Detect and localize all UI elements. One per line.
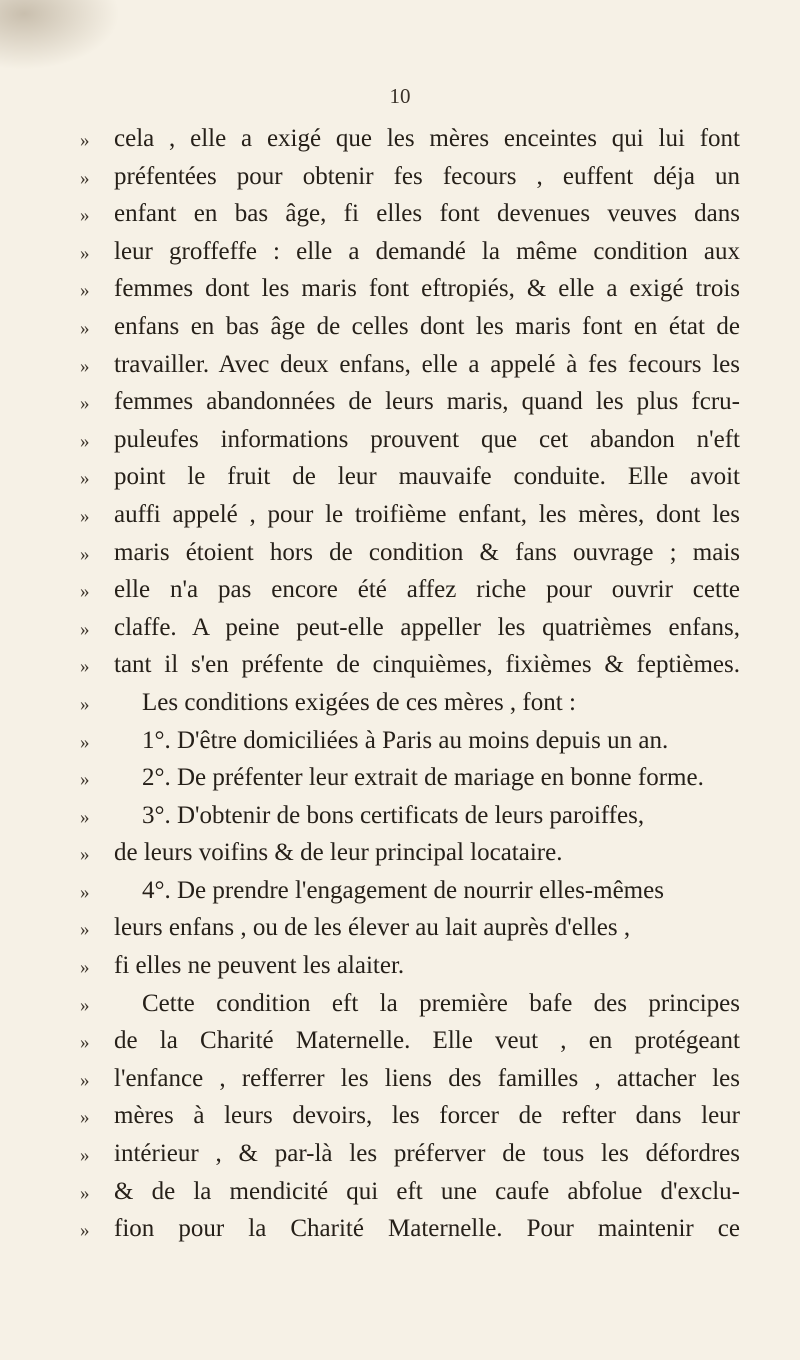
line-text: elle n'a pas encore été affez riche pour ouvrir cette xyxy=(114,576,740,604)
line-text: femmes dont les maris font eftropiés, & elle a exigé trois xyxy=(114,275,740,303)
text-line xyxy=(80,233,740,271)
quote-mark: » xyxy=(80,1107,90,1129)
quote-mark: » xyxy=(80,242,90,264)
text-line xyxy=(80,684,740,722)
quote-mark: » xyxy=(80,693,90,715)
quote-mark: » xyxy=(80,618,90,640)
line-text: tant il s'en préfente de cinquièmes, fixièmes & feptièmes. xyxy=(114,651,740,679)
line-text: 3°. D'obtenir de bons certificats de leurs paroiffes, xyxy=(142,801,645,829)
quote-mark: » xyxy=(80,844,90,866)
quote-mark: » xyxy=(80,1220,90,1242)
quote-mark: » xyxy=(80,393,90,415)
quote-mark: » xyxy=(80,280,90,302)
text-line xyxy=(80,346,740,384)
text-line xyxy=(80,195,740,233)
text-line xyxy=(80,909,740,947)
line-text: travailler. Avec deux enfans, elle a appelé à fes fecours les xyxy=(114,350,740,378)
quote-mark: » xyxy=(80,1069,90,1091)
line-text: fion pour la Charité Maternelle. Pour maintenir ce xyxy=(114,1215,740,1243)
line-text: point le fruit de leur mauvaife conduite. Elle avoit xyxy=(114,463,740,491)
text-line xyxy=(80,1097,740,1135)
line-text: enfans en bas âge de celles dont les maris font en état de xyxy=(114,312,740,340)
line-text: mères à leurs devoirs, les forcer de refter dans leur xyxy=(114,1102,740,1130)
text-line xyxy=(80,421,740,459)
line-text: puleufes informations prouvent que cet abandon n'eft xyxy=(114,425,740,453)
quote-mark: » xyxy=(80,430,90,452)
text-line xyxy=(80,534,740,572)
line-text: auffi appelé , pour le troifième enfant, les mères, dont les xyxy=(114,500,740,528)
quote-mark: » xyxy=(80,167,90,189)
quote-mark: » xyxy=(80,468,90,490)
page-corner-smudge xyxy=(0,0,120,70)
line-text: préfentées pour obtenir fes fecours , euffent déja un xyxy=(114,162,740,190)
quote-mark: » xyxy=(80,205,90,227)
line-text: enfant en bas âge, fi elles font devenues veuves dans xyxy=(114,200,740,228)
text-line xyxy=(80,571,740,609)
line-text: leurs enfans , ou de les élever au lait auprès d'elles , xyxy=(114,914,631,942)
quote-mark: » xyxy=(80,731,90,753)
body-text xyxy=(80,120,740,1248)
quote-mark: » xyxy=(80,919,90,941)
line-text: 1°. D'être domiciliées à Paris au moins depuis un an. xyxy=(142,726,669,754)
line-text: de leurs voifins & de leur principal locataire. xyxy=(114,839,563,867)
line-text: Cette condition eft la première bafe des principes xyxy=(142,989,740,1017)
line-text: intérieur , & par-là les préferver de tous les défordres xyxy=(114,1140,740,1168)
text-line xyxy=(80,158,740,196)
line-text: de la Charité Maternelle. Elle veut , en protégeant xyxy=(114,1027,740,1055)
quote-mark: » xyxy=(80,1145,90,1167)
quote-mark: » xyxy=(80,1182,90,1204)
text-line xyxy=(80,1210,740,1248)
quote-mark: » xyxy=(80,505,90,527)
text-line xyxy=(80,722,740,760)
quote-mark: » xyxy=(80,130,90,151)
quote-mark: » xyxy=(80,881,90,903)
text-line xyxy=(80,383,740,421)
quote-mark: » xyxy=(80,355,90,377)
text-line xyxy=(80,308,740,346)
page-number: 10 xyxy=(389,84,411,108)
text-line xyxy=(80,496,740,534)
text-line xyxy=(80,985,740,1023)
text-line xyxy=(80,947,740,985)
line-text: claffe. A peine peut-elle appeller les quatrièmes enfans, xyxy=(114,613,740,641)
quote-mark: » xyxy=(80,994,90,1016)
text-line xyxy=(80,1060,740,1098)
quote-mark: » xyxy=(80,543,90,565)
text-line xyxy=(80,759,740,797)
text-line xyxy=(80,1173,740,1211)
text-line xyxy=(80,1135,740,1173)
line-text: leur groffeffe : elle a demandé la même condition aux xyxy=(114,237,740,265)
text-line xyxy=(80,609,740,647)
quote-mark: » xyxy=(80,769,90,791)
text-line xyxy=(80,458,740,496)
text-line xyxy=(80,1022,740,1060)
text-line xyxy=(80,797,740,835)
line-text: & de la mendicité qui eft une caufe abfolue d'exclu- xyxy=(114,1177,740,1205)
text-line xyxy=(80,872,740,910)
line-text: femmes abandonnées de leurs maris, quand les plus fcru- xyxy=(114,388,740,416)
quote-mark: » xyxy=(80,806,90,828)
quote-mark: » xyxy=(80,1032,90,1054)
quote-mark: » xyxy=(80,656,90,678)
quote-mark: » xyxy=(80,581,90,603)
line-text: cela , elle a exigé que les mères enceintes qui lui font xyxy=(114,125,740,152)
line-text: 4°. De prendre l'engagement de nourrir elles-mêmes xyxy=(142,876,664,904)
text-line xyxy=(80,270,740,308)
line-text: maris étoient hors de condition & fans ouvrage ; mais xyxy=(114,538,740,566)
text-line xyxy=(80,120,740,158)
line-text: l'enfance , refferrer les liens des familles , attacher les xyxy=(114,1064,740,1092)
line-text: fi elles ne peuvent les alaiter. xyxy=(114,952,405,980)
quote-mark: » xyxy=(80,317,90,339)
text-line xyxy=(80,834,740,872)
text-line xyxy=(80,646,740,684)
line-text: 2°. De préfenter leur extrait de mariage en bonne forme. xyxy=(142,764,704,792)
quote-mark: » xyxy=(80,957,90,979)
line-text: Les conditions exigées de ces mères , font : xyxy=(142,688,576,716)
